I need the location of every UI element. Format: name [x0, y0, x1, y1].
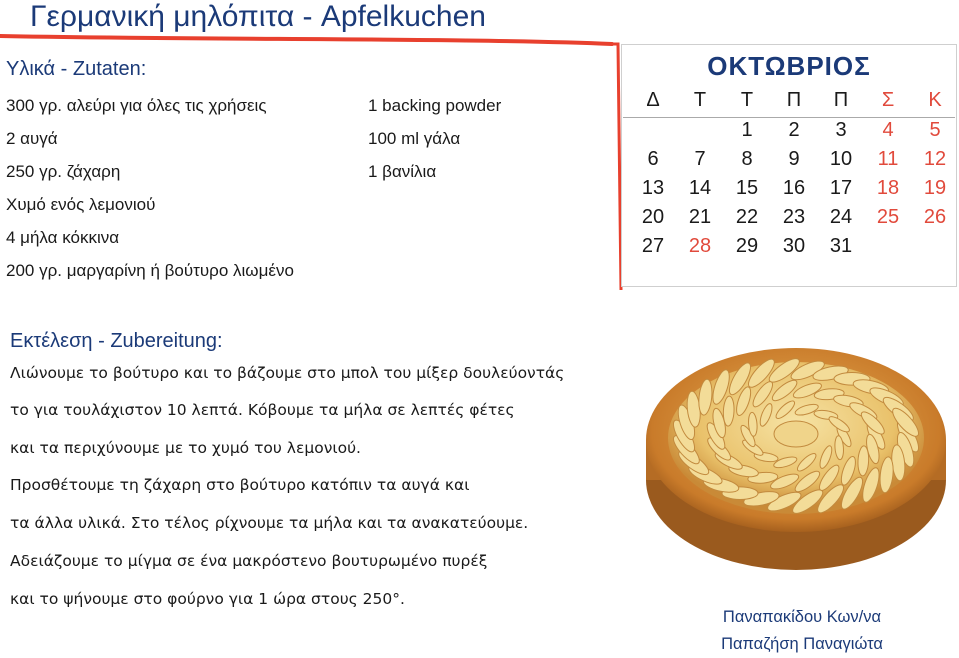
calendar-day: 11: [877, 148, 899, 170]
calendar-weekday: Π: [786, 89, 802, 111]
calendar-day: 12: [923, 148, 947, 170]
calendar-month: ΟΚΤΩΒΡΙΟΣ: [707, 51, 871, 81]
ingredient-item: 2 αυγά: [6, 129, 58, 148]
step-line: Λιώνουμε το βούτυρο και το βάζουμε στο μπολ του μίξερ δουλεύοντάς: [10, 364, 565, 382]
calendar-day: 24: [829, 206, 853, 228]
step-line: Αδειάζουμε το μίγμα σε ένα μακρόστενο βουτυρωμένο πυρέξ: [10, 552, 488, 570]
calendar-day: 10: [829, 148, 853, 170]
calendar-day: 22: [735, 206, 759, 228]
calendar-day: 13: [641, 177, 665, 199]
calendar-day: 4: [882, 119, 894, 141]
calendar-weekdays: [622, 89, 956, 115]
calendar-divider: [623, 117, 955, 118]
calendar-weekday: Τ: [693, 89, 707, 111]
step-line: και το ψήνουμε στο φούρνο για 1 ώρα στους 250°.: [10, 590, 405, 608]
calendar-day: 7: [694, 148, 706, 170]
calendar-day: 15: [735, 177, 759, 199]
calendar-day: 5: [929, 119, 941, 141]
calendar-day: 9: [788, 148, 800, 170]
calendar-day: 31: [829, 235, 853, 257]
ingredient-item: 300 γρ. αλεύρι για όλες τις χρήσεις: [6, 96, 267, 115]
calendar-day: 28: [688, 235, 712, 257]
ingredient-item: 4 μήλα κόκκινα: [6, 228, 120, 247]
ingredient-item: 1 backing powder: [368, 96, 502, 115]
apple-tart-image: [636, 330, 956, 580]
author-name: Παναπακίδου Κων/να: [722, 608, 882, 626]
ingredients-left-list: [6, 89, 294, 287]
calendar-day: 19: [923, 177, 947, 199]
calendar-day: 18: [876, 177, 900, 199]
calendar-day: 8: [741, 148, 753, 170]
calendar-day: 3: [835, 119, 847, 141]
ingredient-item: 250 γρ. ζάχαρη: [6, 162, 121, 181]
calendar-day: 17: [829, 177, 853, 199]
author-name: Παπαζήση Παναγιώτα: [721, 635, 883, 653]
step-line: και τα περιχύνουμε με το χυμό του λεμονιού.: [10, 439, 361, 457]
page-title: Γερμανική μηλόπιτα - Apfelkuchen: [30, 0, 486, 33]
calendar-day: 27: [641, 235, 665, 257]
calendar-day: 23: [782, 206, 806, 228]
calendar-day: 20: [641, 206, 665, 228]
calendar-day: 29: [735, 235, 759, 257]
calendar-weekday: Π: [833, 89, 849, 111]
calendar-weekday: Δ: [646, 89, 660, 111]
author-credits: [697, 604, 907, 658]
step-line: Προσθέτουμε τη ζάχαρη στο βούτυρο κατόπιν τα αυγά και: [10, 476, 470, 494]
ingredient-item: 100 ml γάλα: [368, 129, 461, 148]
calendar-weekday: Σ: [881, 89, 895, 111]
calendar-day: 21: [688, 206, 712, 228]
calendar-weekday: Κ: [928, 89, 942, 111]
calendar-weekday: Τ: [740, 89, 754, 111]
step-line: τα άλλα υλικά. Στο τέλος ρίχνουμε τα μήλα και τα ανακατεύουμε.: [10, 514, 529, 532]
october-calendar: [621, 44, 957, 287]
ingredient-item: Χυμό ενός λεμονιού: [6, 195, 156, 214]
ingredient-item: 200 γρ. μαργαρίνη ή βούτυρο λιωμένο: [6, 261, 294, 280]
step-line: το για τουλάχιστον 10 λεπτά. Κόβουμε τα μήλα σε λεπτές φέτες: [10, 401, 515, 419]
calendar-day: 6: [647, 148, 659, 170]
calendar-day: 16: [782, 177, 806, 199]
calendar-day: 26: [923, 206, 947, 228]
preparation-heading: Εκτέλεση - Zubereitung:: [10, 330, 223, 352]
ingredients-heading: Υλικά - Zutaten:: [6, 58, 147, 80]
ingredients-right-list: [368, 89, 501, 188]
calendar-day: 1: [741, 119, 753, 141]
calendar-day: 25: [876, 206, 900, 228]
calendar-day: 30: [782, 235, 806, 257]
calendar-day: 2: [788, 119, 800, 141]
ingredient-item: 1 βανίλια: [368, 162, 437, 181]
calendar-day: 14: [688, 177, 712, 199]
